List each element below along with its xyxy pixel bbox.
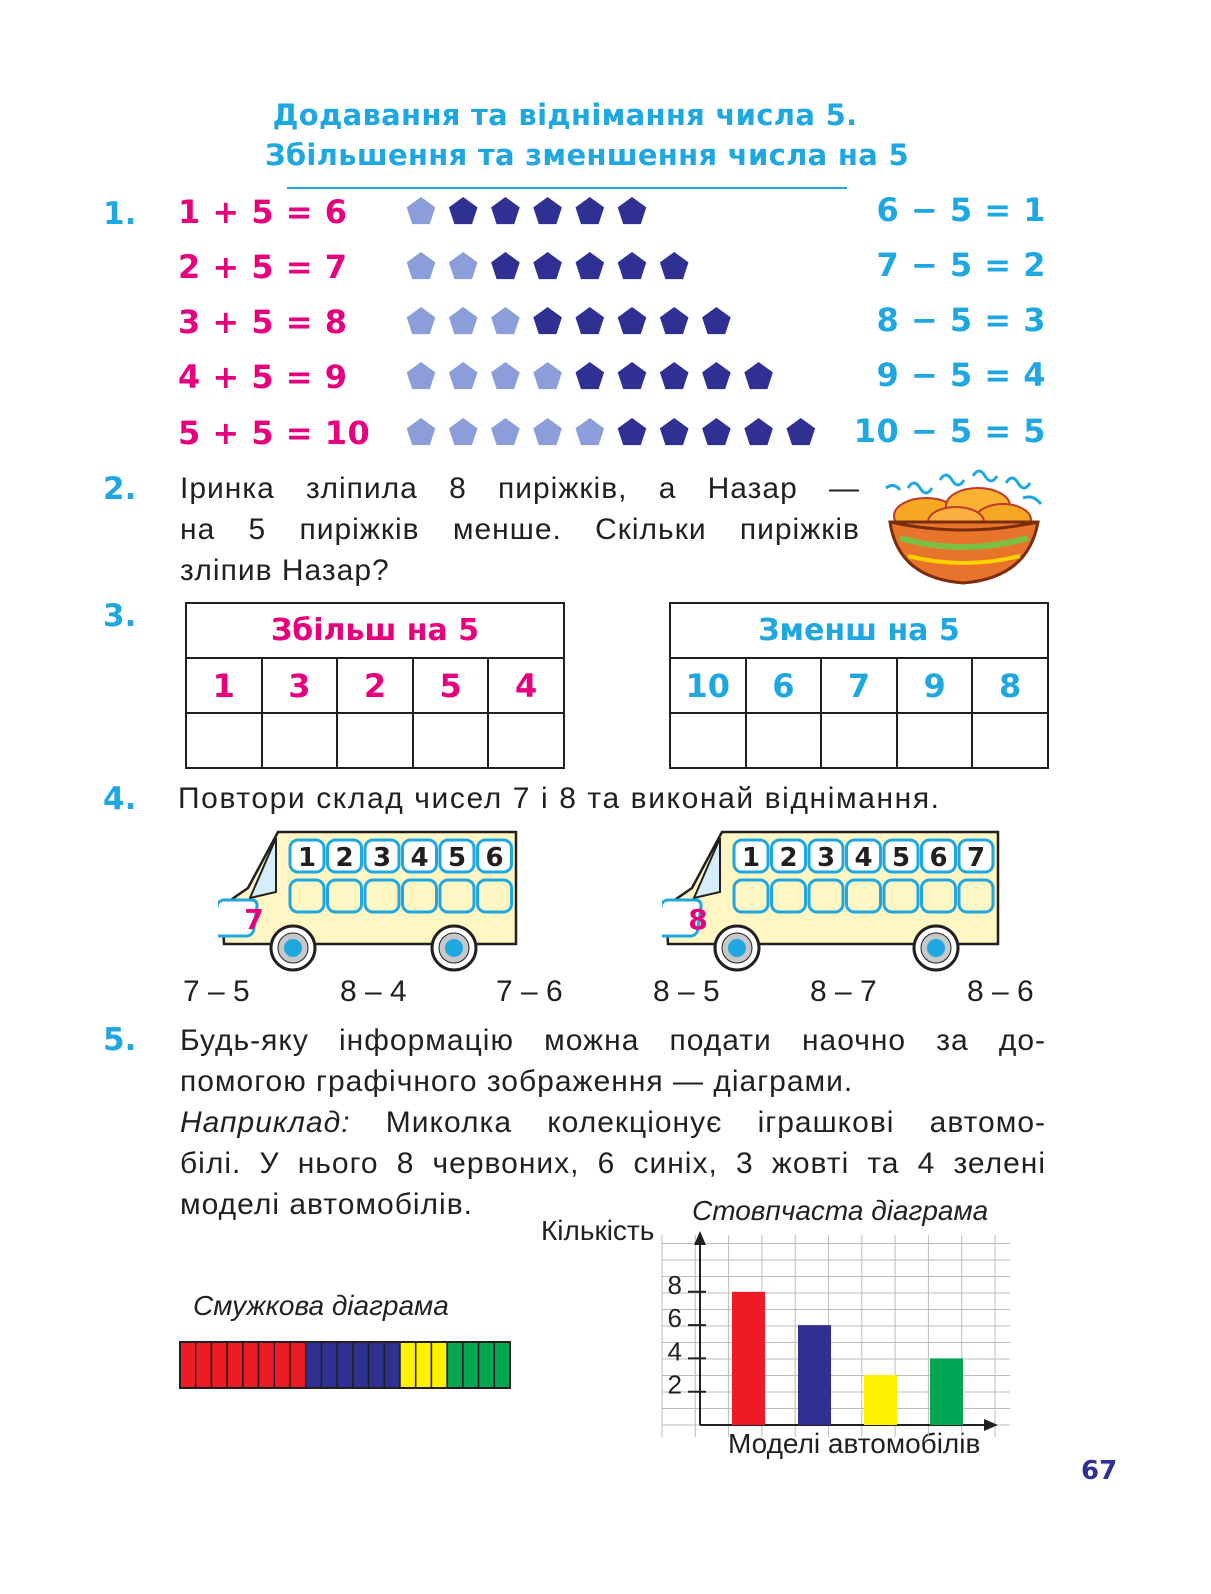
- decrease-value-cell: 6: [746, 658, 822, 713]
- increase-table: [185, 602, 565, 769]
- bar-chart-xlabel: Моделі автомобілів: [728, 1428, 981, 1459]
- bus-1-seat-bottom[interactable]: [290, 880, 324, 912]
- bus-2-seat-bottom[interactable]: [959, 880, 993, 912]
- strip-cell: [243, 1342, 259, 1388]
- light-pentagon-icon: [449, 418, 478, 445]
- bus-2-seat-bottom[interactable]: [922, 880, 956, 912]
- bus-2-seat-number: 2: [779, 843, 798, 873]
- strip-cell: [196, 1342, 212, 1388]
- difference-equation-5: 10 − 5 = 5: [853, 412, 1046, 450]
- strip-cell: [431, 1342, 447, 1388]
- title-line-1: Додавання та віднімання числа 5.: [272, 98, 858, 132]
- bus-1-seat-number: 1: [297, 843, 317, 873]
- dark-pentagon-icon: [533, 197, 562, 224]
- light-pentagon-icon: [449, 362, 478, 389]
- bus-2-seat-number: 5: [891, 843, 911, 873]
- title-line-2: Збільшення та зменшення числа на 5: [264, 138, 910, 172]
- dark-pentagon-icon: [660, 362, 689, 389]
- answer-cell[interactable]: [670, 713, 746, 768]
- decrease-value-cell: 10: [670, 658, 746, 713]
- answer-cell[interactable]: [186, 713, 262, 768]
- strip-cell: [211, 1342, 227, 1388]
- dark-pentagon-icon: [744, 418, 773, 445]
- bus-2-seat-bottom[interactable]: [884, 880, 918, 912]
- answer-cell[interactable]: [897, 713, 973, 768]
- light-pentagon-icon: [576, 418, 605, 445]
- page-number: 67: [1081, 1456, 1118, 1486]
- dark-pentagon-icon: [702, 362, 731, 389]
- decrease-value-cell: 8: [972, 658, 1048, 713]
- dark-pentagon-icon: [576, 197, 605, 224]
- decrease-table: [669, 602, 1049, 769]
- strip-cell: [479, 1342, 495, 1388]
- bus-2-expr-3: 8 – 6: [967, 975, 1034, 1008]
- bus-2-expr-2: 8 – 7: [810, 975, 877, 1008]
- y-tick-label: 4: [667, 1336, 682, 1367]
- light-pentagon-icon: [407, 418, 436, 445]
- bus-2-seat-number: 7: [966, 843, 986, 873]
- strip-cell: [180, 1342, 196, 1388]
- bus-1-expr-3: 7 – 6: [496, 975, 563, 1008]
- bus-1: [218, 828, 520, 976]
- exercise-5-number: 5.: [103, 1022, 137, 1058]
- y-tick-label: 6: [667, 1303, 682, 1334]
- bar-червоні: [732, 1292, 765, 1425]
- sum-equation-4: 4 + 5 = 9: [178, 358, 348, 396]
- answer-cell[interactable]: [972, 713, 1048, 768]
- bar-chart-title: Стовпчаста діаграма: [692, 1195, 989, 1226]
- exercise-1-number: 1.: [103, 196, 137, 232]
- answer-cell[interactable]: [413, 713, 489, 768]
- sum-equation-1: 1 + 5 = 6: [178, 193, 348, 231]
- strip-cell: [259, 1342, 275, 1388]
- dark-pentagon-icon: [702, 418, 731, 445]
- bus-2-expr-1: 8 – 5: [653, 975, 720, 1008]
- light-pentagon-icon: [449, 252, 478, 279]
- dark-pentagon-icon: [702, 307, 731, 334]
- title-rule: [287, 187, 847, 189]
- strip-diagram-title: Смужкова діаграма: [193, 1290, 449, 1321]
- dark-pentagon-icon: [576, 362, 605, 389]
- difference-equation-1: 6 − 5 = 1: [876, 191, 1046, 229]
- bus-2-seat-bottom[interactable]: [772, 880, 806, 912]
- dark-pentagon-icon: [744, 362, 773, 389]
- answer-cell[interactable]: [337, 713, 413, 768]
- dark-pentagon-icon: [660, 252, 689, 279]
- pentagon-row-4: [405, 360, 793, 394]
- bus-2-seat-bottom[interactable]: [734, 880, 768, 912]
- strip-cell: [274, 1342, 290, 1388]
- bus-2-seat-number: 4: [854, 843, 873, 873]
- exercise-5-line-3-rest: Миколка колекціонує іграшкові автомо-: [350, 1106, 1046, 1139]
- sum-equation-3: 3 + 5 = 8: [178, 303, 348, 341]
- dark-pentagon-icon: [491, 197, 520, 224]
- strip-cell: [494, 1342, 510, 1388]
- answer-cell[interactable]: [821, 713, 897, 768]
- increase-value-cell: 2: [337, 658, 413, 713]
- bus-2: [662, 828, 1002, 976]
- strip-cell: [400, 1342, 416, 1388]
- bus-1-seat-number: 2: [335, 843, 354, 873]
- light-pentagon-icon: [407, 362, 436, 389]
- bus-2-door-number: 8: [688, 903, 708, 936]
- exercise-2-line-1: Іринка зліпила 8 пиріжків, а Назар —: [180, 472, 860, 505]
- strip-cell: [227, 1342, 243, 1388]
- dark-pentagon-icon: [660, 418, 689, 445]
- pentagon-row-2: [405, 250, 709, 284]
- strip-cell: [416, 1342, 432, 1388]
- dark-pentagon-icon: [491, 252, 520, 279]
- bus-2-seat-bottom[interactable]: [847, 880, 881, 912]
- increase-value-cell: 3: [262, 658, 338, 713]
- bus-1-windshield: [250, 838, 276, 898]
- bus-2-seat-number: 6: [929, 843, 948, 873]
- dark-pentagon-icon: [618, 197, 647, 224]
- y-tick-label: 2: [667, 1369, 682, 1400]
- bar-chart-ylabel: Кількість: [541, 1215, 655, 1246]
- sum-equation-5: 5 + 5 = 10: [178, 414, 371, 452]
- bus-2-windshield: [694, 838, 720, 898]
- dark-pentagon-icon: [618, 307, 647, 334]
- y-tick-label: 8: [667, 1269, 682, 1300]
- bus-1-seat-bottom[interactable]: [328, 880, 362, 912]
- exercise-2-line-3: зліпив Назар?: [180, 554, 390, 587]
- answer-cell[interactable]: [488, 713, 564, 768]
- light-pentagon-icon: [491, 362, 520, 389]
- bus-1-seat-bottom[interactable]: [403, 880, 437, 912]
- bus-1-seat-bottom[interactable]: [365, 880, 399, 912]
- dark-pentagon-icon: [618, 362, 647, 389]
- pentagon-row-5: [405, 416, 835, 450]
- strip-cell: [353, 1342, 369, 1388]
- light-pentagon-icon: [407, 197, 436, 224]
- light-pentagon-icon: [407, 252, 436, 279]
- bar-жовті: [864, 1375, 897, 1425]
- answer-cell[interactable]: [746, 713, 822, 768]
- strip-cell: [463, 1342, 479, 1388]
- dark-pentagon-icon: [576, 252, 605, 279]
- strip-cell: [321, 1342, 337, 1388]
- exercise-4-number: 4.: [103, 781, 137, 817]
- exercise-2-number: 2.: [103, 471, 137, 507]
- bar-сині: [798, 1325, 831, 1425]
- light-pentagon-icon: [407, 307, 436, 334]
- x-axis-arrow-icon: [984, 1419, 998, 1431]
- exercise-3-number: 3.: [103, 598, 137, 634]
- bus-1-seat-bottom[interactable]: [440, 880, 474, 912]
- increase-value-cell: 1: [186, 658, 262, 713]
- difference-equation-2: 7 − 5 = 2: [876, 246, 1046, 284]
- bus-2-seat-number: 3: [816, 843, 836, 873]
- exercise-5-line-5: моделі автомобілів.: [180, 1188, 473, 1221]
- exercise-2-text: [180, 468, 860, 591]
- bus-1-door-number: 7: [244, 903, 264, 936]
- bus-1-seat-bottom[interactable]: [478, 880, 512, 912]
- dark-pentagon-icon: [787, 418, 816, 445]
- dark-pentagon-icon: [618, 418, 647, 445]
- example-label: Наприклад:: [180, 1106, 351, 1139]
- strip-cell: [447, 1342, 463, 1388]
- bus-1-seat-number: 3: [372, 843, 392, 873]
- dark-pentagon-icon: [533, 252, 562, 279]
- increase-value-cell: 5: [413, 658, 489, 713]
- strip-diagram: [178, 1340, 512, 1390]
- exercise-5-line-1: Будь-яку інформацію можна подати наочно за до-: [180, 1024, 1046, 1057]
- dark-pentagon-icon: [449, 197, 478, 224]
- difference-equation-4: 9 − 5 = 4: [876, 356, 1046, 394]
- pies-bowl-icon: [878, 458, 1048, 588]
- exercise-5-line-4: білі. У нього 8 червоних, 6 синіх, 3 жовті та 4 зелені: [180, 1147, 1046, 1180]
- pentagon-row-1: [405, 195, 667, 229]
- light-pentagon-icon: [449, 307, 478, 334]
- light-pentagon-icon: [491, 418, 520, 445]
- strip-cell: [290, 1342, 306, 1388]
- light-pentagon-icon: [491, 307, 520, 334]
- strip-cell: [384, 1342, 400, 1388]
- sum-equation-2: 2 + 5 = 7: [178, 248, 348, 286]
- difference-equation-3: 8 − 5 = 3: [876, 301, 1046, 339]
- decrease-table-header: Зменш на 5: [670, 603, 1048, 658]
- answer-cell[interactable]: [262, 713, 338, 768]
- exercise-5-line-2: помогою графічного зображення — діаграми.: [180, 1065, 854, 1098]
- light-pentagon-icon: [533, 418, 562, 445]
- bus-1-seat-number: 4: [410, 843, 429, 873]
- bus-1-seat-number: 6: [485, 843, 504, 873]
- increase-value-cell: 4: [488, 658, 564, 713]
- bus-1-seat-number: 5: [447, 843, 467, 873]
- exercise-4-text: Повтори склад чисел 7 і 8 та виконай віднімання.: [178, 782, 941, 815]
- bus-2-seat-number: 1: [741, 843, 761, 873]
- increase-table-header: Збільш на 5: [186, 603, 564, 658]
- exercise-2-line-2: на 5 пиріжків менше. Скільки пиріжків: [180, 513, 860, 546]
- strip-cell: [306, 1342, 322, 1388]
- bus-2-seat-bottom[interactable]: [809, 880, 843, 912]
- pentagon-row-3: [405, 305, 751, 339]
- decrease-value-cell: 9: [897, 658, 973, 713]
- strip-cell: [337, 1342, 353, 1388]
- light-pentagon-icon: [533, 362, 562, 389]
- dark-pentagon-icon: [618, 252, 647, 279]
- dark-pentagon-icon: [660, 307, 689, 334]
- bar-зелені: [930, 1358, 963, 1425]
- dark-pentagon-icon: [533, 307, 562, 334]
- decrease-value-cell: 7: [821, 658, 897, 713]
- bus-1-expr-1: 7 – 5: [183, 975, 250, 1008]
- bar-chart: [640, 1225, 1020, 1440]
- dark-pentagon-icon: [576, 307, 605, 334]
- bus-1-expr-2: 8 – 4: [340, 975, 407, 1008]
- exercise-5-line-3: [180, 1102, 1046, 1143]
- strip-cell: [369, 1342, 385, 1388]
